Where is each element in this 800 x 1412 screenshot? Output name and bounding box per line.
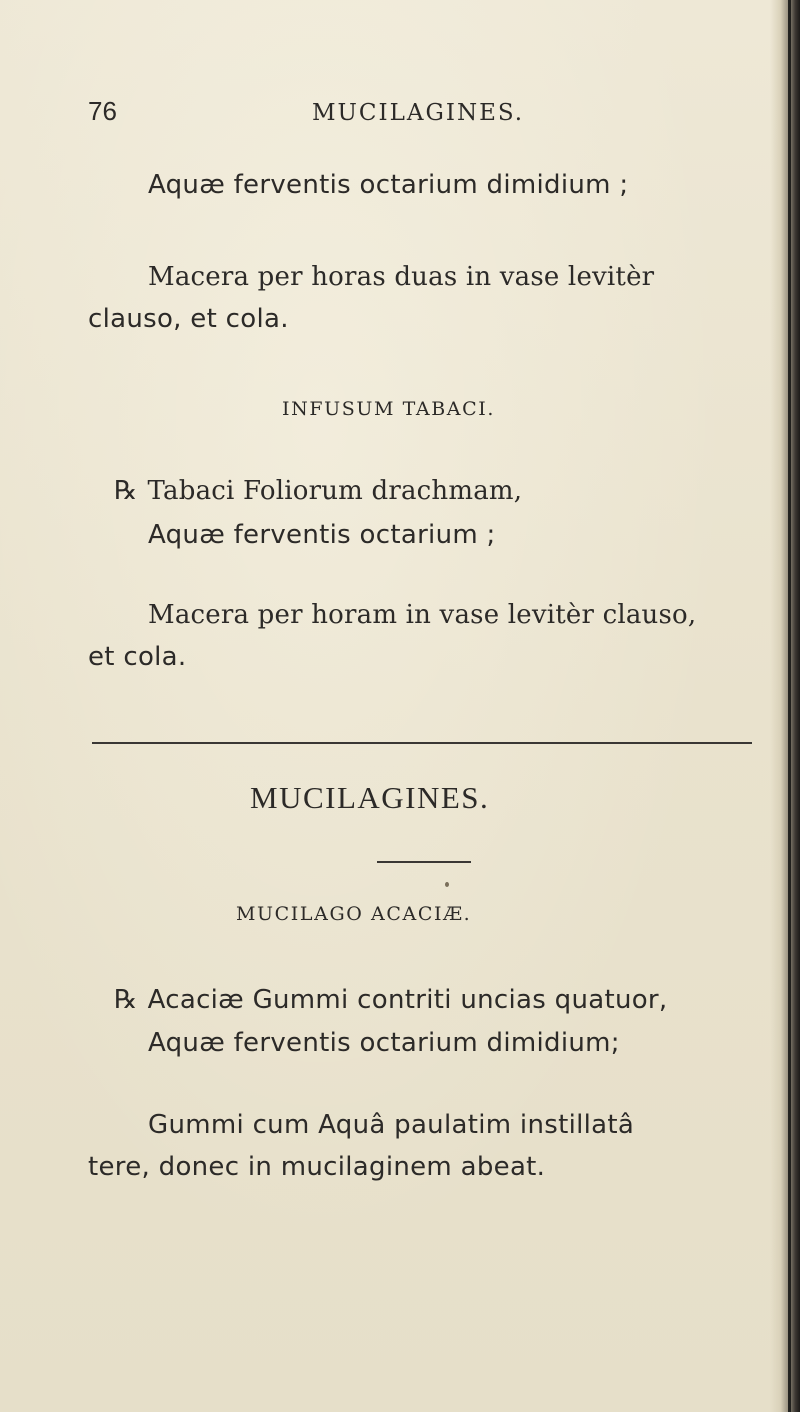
page-number: 76 [88, 96, 117, 126]
section1-line-1: Aquæ ferventis octarium dimidium ; [148, 170, 629, 200]
ink-speck [445, 882, 449, 887]
recipe-icon: ℞ [114, 476, 138, 506]
page-spine-shadow [770, 0, 800, 1412]
running-title: MUCILAGINES. [312, 100, 525, 126]
section-divider-rule [92, 742, 752, 744]
mucilago-rx-line [114, 985, 668, 1015]
mucilagines-heading: MUCILAGINES. [250, 780, 490, 815]
short-divider-rule [377, 861, 471, 863]
infusum-line-3: Macera per horam in vase levitèr clauso, [148, 600, 697, 630]
section1-line-3: clauso, et cola. [88, 304, 289, 334]
spine-edge-line [788, 0, 791, 1412]
mucilago-line-3: Gummi cum Aquâ paulatim instillatâ [148, 1110, 635, 1140]
mucilago-line-4: tere, donec in mucilaginem abeat. [88, 1152, 546, 1182]
infusum-line-4: et cola. [88, 642, 187, 672]
section1-line-2: Macera per horas duas in vase levitèr [148, 262, 655, 292]
infusum-rx-line [114, 476, 522, 506]
mucilago-heading: MUCILAGO ACACIÆ. [236, 903, 472, 925]
mucilago-line-1: Acaciæ Gummi contriti uncias quatuor, [147, 985, 668, 1015]
infusum-line-1: Tabaci Foliorum drachmam, [147, 476, 523, 506]
recipe-icon: ℞ [114, 985, 138, 1015]
running-head [88, 96, 548, 136]
infusum-heading: INFUSUM TABACI. [282, 398, 495, 420]
mucilago-line-2: Aquæ ferventis octarium dimidium; [148, 1028, 620, 1058]
infusum-line-2: Aquæ ferventis octarium ; [148, 520, 496, 550]
